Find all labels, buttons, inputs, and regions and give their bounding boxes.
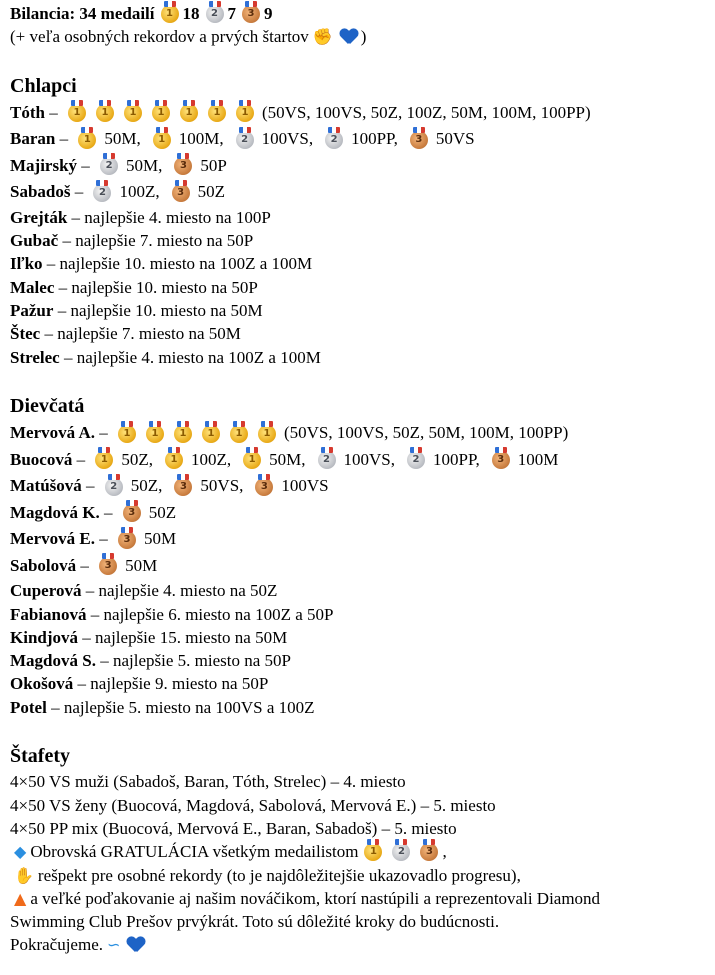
thanks-line-2 <box>10 910 715 933</box>
athlete-row <box>10 206 715 229</box>
relay-item: 4×50 VS ženy (Buocová, Magdová, Sabolová, Mervová E.) – 5. miesto <box>10 795 496 815</box>
result-text: najlepšie 10. miesto na 50M <box>70 301 263 321</box>
bronze-medal-icon: 3 <box>174 478 192 496</box>
events-list: (50VS, 100VS, 50Z, 100Z, 50M, 100M, 100PP) <box>261 102 591 122</box>
athlete-name: Buocová <box>10 449 73 469</box>
gold-medal-icon: 1 <box>78 131 96 149</box>
athlete-name: Iľko <box>10 254 43 274</box>
separator: – <box>54 277 72 297</box>
athlete-name: Grejták <box>10 207 68 227</box>
event-label: 50Z <box>197 182 226 202</box>
event-label: 100VS <box>281 476 329 496</box>
athlete-row <box>10 649 715 672</box>
continue-text: Pokračujeme. <box>10 935 103 955</box>
gold-medal-icon: 1 <box>230 425 248 443</box>
bronze-medal-icon: 3 <box>242 5 260 23</box>
event-label: 100M <box>517 449 559 469</box>
athlete-name: Pažur <box>10 301 54 321</box>
athlete-row <box>10 346 715 369</box>
bronze-medal-icon: 3 <box>492 451 510 469</box>
gold-medal-icon: 1 <box>68 104 86 122</box>
event-label: 50M <box>125 555 158 575</box>
athlete-row <box>10 299 715 322</box>
gold-medal-icon: 1 <box>174 425 192 443</box>
result-text: najlepšie 10. miesto na 100Z a 100M <box>59 254 313 274</box>
separator: – <box>53 301 71 321</box>
event-label: 100PP, <box>432 449 480 469</box>
bronze-medal-icon: 3 <box>420 843 438 861</box>
bronze-medal-icon: 3 <box>410 131 428 149</box>
result-text: najlepšie 5. miesto na 100VS a 100Z <box>63 697 315 717</box>
event-label: 50M <box>143 529 177 549</box>
summary-label: Bilancia: 34 medailí <box>10 4 155 23</box>
summary-note-line <box>10 25 715 48</box>
athlete-row <box>10 696 715 719</box>
separator: – <box>81 581 99 601</box>
athlete-name: Kindjová <box>10 627 79 647</box>
boys-heading: Chlapci <box>10 74 77 97</box>
gold-medal-icon: 1 <box>161 5 179 23</box>
event-label: 100VS, <box>343 449 395 469</box>
result-text: najlepšie 7. miesto na 50P <box>75 231 254 251</box>
blue-heart-icon <box>127 937 145 953</box>
bronze-medal-icon: 3 <box>174 157 192 175</box>
separator: – <box>95 651 113 671</box>
gold-medal-icon: 1 <box>152 104 170 122</box>
congrats-end: , <box>442 842 447 862</box>
separator: – <box>94 423 112 443</box>
athlete-name: Magdová S. <box>10 651 96 671</box>
separator: – <box>86 604 104 624</box>
dolphin-icon: ∽ <box>107 935 121 955</box>
bronze-medal-icon: 3 <box>255 478 273 496</box>
athlete-name: Majirský <box>10 155 78 175</box>
fire-icon: ▲ <box>14 888 27 908</box>
athlete-name: Sabolová <box>10 555 77 575</box>
event-label: 50P <box>200 155 227 175</box>
event-label: 50VS, <box>200 476 244 496</box>
gold-medal-icon: 1 <box>124 104 142 122</box>
thanks-line <box>10 887 715 910</box>
athlete-name: Okošová <box>10 674 74 694</box>
separator: – <box>42 254 60 274</box>
event-label: 100M, <box>178 129 224 149</box>
bronze-count: 9 <box>264 4 273 23</box>
summary-note-close: ) <box>360 27 367 47</box>
separator: – <box>55 129 73 149</box>
athlete-name: Matúšová <box>10 476 82 496</box>
athlete-name: Tóth <box>10 102 45 122</box>
separator: – <box>99 502 117 522</box>
separator: – <box>78 627 96 647</box>
event-label: 50VS <box>435 129 475 149</box>
silver-medal-icon: 2 <box>407 451 425 469</box>
athlete-row <box>10 229 715 252</box>
separator: – <box>44 102 62 122</box>
girls-list <box>10 420 715 719</box>
athlete-row <box>10 579 715 602</box>
gold-medal-icon: 1 <box>165 451 183 469</box>
result-text: najlepšie 5. miesto na 50P <box>112 651 291 671</box>
separator: – <box>76 555 94 575</box>
separator: – <box>58 231 76 251</box>
separator: – <box>46 697 64 717</box>
event-label: 50Z, <box>121 449 153 469</box>
separator: – <box>59 347 77 367</box>
event-label: 100VS, <box>261 129 314 149</box>
result-text: najlepšie 4. miesto na 100P <box>84 207 271 227</box>
event-label: 100Z, <box>190 449 232 469</box>
athlete-row <box>10 553 715 580</box>
athlete-name: Mervová A. <box>10 423 95 443</box>
congrats-text: Obrovská GRATULÁCIA všetkým medailistom <box>30 842 359 862</box>
gold-medal-icon: 1 <box>118 425 136 443</box>
silver-count: 7 <box>227 4 236 23</box>
event-label: 100PP, <box>351 129 398 149</box>
relay-item: 4×50 PP mix (Buocová, Mervová E., Baran, Sabadoš) – 5. miesto <box>10 818 457 838</box>
gold-medal-icon: 1 <box>364 843 382 861</box>
result-text: najlepšie 6. miesto na 100Z a 50P <box>103 604 334 624</box>
silver-medal-icon: 2 <box>206 5 224 23</box>
result-text: najlepšie 4. miesto na 100Z a 100M <box>76 347 321 367</box>
gold-medal-icon: 1 <box>153 131 171 149</box>
athlete-row <box>10 447 715 474</box>
event-label: 100Z, <box>119 182 160 202</box>
result-text: najlepšie 10. miesto na 50P <box>71 277 258 297</box>
separator: – <box>77 155 95 175</box>
flexed-biceps-icon: ✊ <box>312 27 333 47</box>
athlete-name: Mervová E. <box>10 529 95 549</box>
athlete-row <box>10 100 715 127</box>
event-label: 50M, <box>269 449 306 469</box>
athlete-name: Sabadoš <box>10 182 71 202</box>
result-text: najlepšie 7. miesto na 50M <box>57 324 241 344</box>
gold-medal-icon: 1 <box>95 451 113 469</box>
gold-medal-icon: 1 <box>180 104 198 122</box>
gold-medal-icon: 1 <box>96 104 114 122</box>
event-label: 50M, <box>104 129 141 149</box>
events-list: (50VS, 100VS, 50Z, 50M, 100M, 100PP) <box>283 423 569 443</box>
result-text: najlepšie 9. miesto na 50P <box>90 674 269 694</box>
gold-count: 18 <box>182 4 200 23</box>
thanks-text-1: a veľké poďakovanie aj našim nováčikom, ktorí nastúpili a reprezentovali Diamond <box>30 888 601 908</box>
athlete-name: Cuperová <box>10 581 82 601</box>
gold-medal-icon: 1 <box>202 425 220 443</box>
silver-medal-icon: 2 <box>236 131 254 149</box>
athlete-name: Malec <box>10 277 55 297</box>
separator: – <box>67 207 85 227</box>
athlete-row <box>10 322 715 345</box>
athlete-row <box>10 420 715 447</box>
athlete-row <box>10 500 715 527</box>
bronze-medal-icon: 3 <box>172 184 190 202</box>
separator: – <box>70 182 88 202</box>
athlete-name: Štec <box>10 324 41 344</box>
athlete-name: Baran <box>10 129 56 149</box>
event-label: 50Z, <box>130 476 163 496</box>
summary-line <box>10 2 715 25</box>
respect-line <box>10 864 715 887</box>
girls-heading: Dievčatá <box>10 395 85 418</box>
bronze-medal-icon: 3 <box>99 557 117 575</box>
athlete-row <box>10 179 715 206</box>
separator: – <box>72 449 90 469</box>
athlete-name: Strelec <box>10 347 60 367</box>
separator: – <box>81 476 99 496</box>
athlete-name: Fabianová <box>10 604 87 624</box>
athlete-row <box>10 473 715 500</box>
athlete-name: Gubač <box>10 231 59 251</box>
gold-medal-icon: 1 <box>208 104 226 122</box>
result-text: najlepšie 15. miesto na 50M <box>95 627 288 647</box>
silver-medal-icon: 2 <box>392 843 410 861</box>
separator: – <box>73 674 91 694</box>
athlete-name: Potel <box>10 697 47 717</box>
thanks-text-2: Swimming Club Prešov prvýkrát. Toto sú dôležité kroky do budúcnosti. <box>10 912 500 932</box>
athlete-row <box>10 626 715 649</box>
congrats-line <box>10 840 715 863</box>
athlete-row <box>10 526 715 553</box>
silver-medal-icon: 2 <box>318 451 336 469</box>
gold-medal-icon: 1 <box>236 104 254 122</box>
boys-list <box>10 100 715 369</box>
athlete-row <box>10 672 715 695</box>
gold-medal-icon: 1 <box>146 425 164 443</box>
athlete-row <box>10 276 715 299</box>
gem-icon: ◆ <box>14 842 27 862</box>
silver-medal-icon: 2 <box>93 184 111 202</box>
athlete-row <box>10 153 715 180</box>
gold-medal-icon: 1 <box>258 425 276 443</box>
athlete-row <box>10 252 715 275</box>
event-label: 50M, <box>126 155 163 175</box>
silver-medal-icon: 2 <box>100 157 118 175</box>
blue-heart-icon <box>340 29 358 45</box>
event-label: 50Z <box>148 502 177 522</box>
athlete-row <box>10 126 715 153</box>
clapping-hands-icon: ✋ <box>14 865 34 885</box>
result-text: najlepšie 4. miesto na 50Z <box>98 581 278 601</box>
respect-text: rešpekt pre osobné rekordy (to je najdôležitejšie ukazovadlo progresu), <box>37 865 521 885</box>
continue-line <box>10 933 715 956</box>
bronze-medal-icon: 3 <box>123 504 141 522</box>
separator: – <box>94 529 112 549</box>
athlete-row <box>10 603 715 626</box>
silver-medal-icon: 2 <box>325 131 343 149</box>
silver-medal-icon: 2 <box>105 478 123 496</box>
summary-note: (+ veľa osobných rekordov a prvých štartov <box>10 27 309 47</box>
separator: – <box>40 324 58 344</box>
bronze-medal-icon: 3 <box>118 531 136 549</box>
athlete-name: Magdová K. <box>10 502 100 522</box>
gold-medal-icon: 1 <box>243 451 261 469</box>
relays-heading: Štafety <box>10 745 70 768</box>
relay-item: 4×50 VS muži (Sabadoš, Baran, Tóth, Strelec) – 4. miesto <box>10 772 406 792</box>
